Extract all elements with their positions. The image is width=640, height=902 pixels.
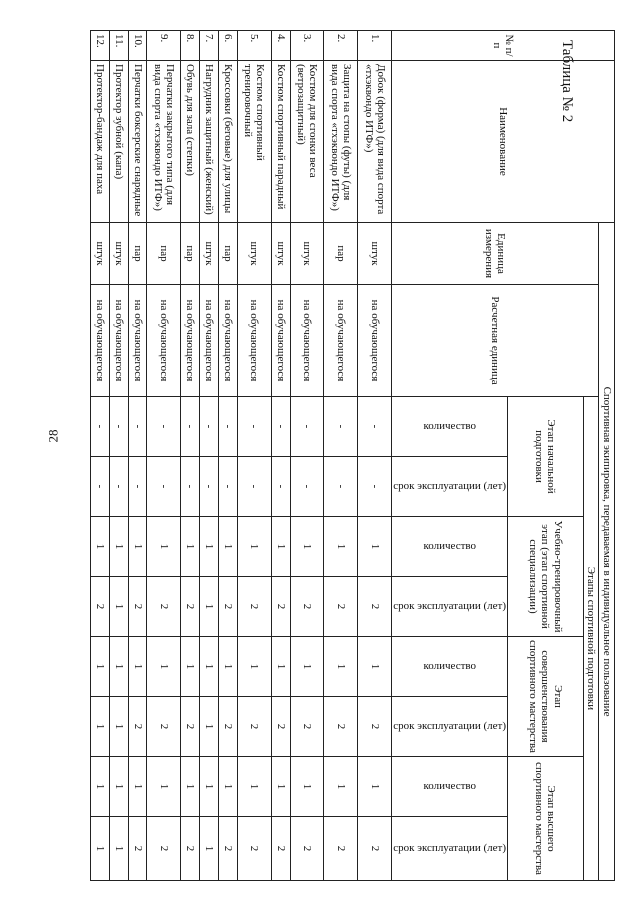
row-name: Костюм для сгонки веса (ветрозащитный) bbox=[290, 61, 324, 223]
row-value: 1 bbox=[200, 817, 219, 881]
row-number: 7. bbox=[200, 31, 219, 61]
row-unit: штук bbox=[109, 223, 128, 285]
row-value: - bbox=[181, 457, 200, 517]
table-row bbox=[237, 31, 271, 881]
row-value: 1 bbox=[219, 517, 238, 577]
row-value: - bbox=[290, 397, 324, 457]
row-value: 2 bbox=[128, 817, 147, 881]
row-value: 1 bbox=[290, 637, 324, 697]
row-unit: пар bbox=[181, 223, 200, 285]
row-calc-unit: на обучающегося bbox=[219, 285, 238, 397]
row-value: 1 bbox=[181, 517, 200, 577]
row-unit: пар bbox=[128, 223, 147, 285]
row-value: 2 bbox=[271, 817, 290, 881]
row-unit: штук bbox=[200, 223, 219, 285]
row-value: 1 bbox=[358, 757, 392, 817]
row-value: 1 bbox=[271, 517, 290, 577]
row-value: - bbox=[219, 457, 238, 517]
row-value: 1 bbox=[358, 637, 392, 697]
row-value: - bbox=[147, 397, 181, 457]
row-value: - bbox=[200, 457, 219, 517]
table-row bbox=[290, 31, 324, 881]
row-calc-unit: на обучающегося bbox=[290, 285, 324, 397]
table-row bbox=[219, 31, 238, 881]
row-value: 1 bbox=[91, 637, 110, 697]
row-value: 1 bbox=[271, 757, 290, 817]
row-value: - bbox=[128, 457, 147, 517]
row-value: 1 bbox=[181, 637, 200, 697]
row-value: - bbox=[219, 397, 238, 457]
row-number: 8. bbox=[181, 31, 200, 61]
header-group-title: Спортивная экипировка, передаваемая в индивидуальное пользование bbox=[599, 223, 615, 881]
row-value: 2 bbox=[219, 577, 238, 637]
row-name: Протектор зубной (капа) bbox=[109, 61, 128, 223]
row-value: 1 bbox=[147, 517, 181, 577]
header-calc-unit: Расчетная единица bbox=[392, 285, 599, 397]
header-term-stage-2 bbox=[392, 577, 508, 637]
row-number: 11. bbox=[109, 31, 128, 61]
header-stage-3: Этап совершенствования спортивного мастерства bbox=[507, 637, 583, 757]
row-value: 2 bbox=[290, 817, 324, 881]
row-value: 1 bbox=[324, 517, 358, 577]
table-row bbox=[147, 31, 181, 881]
row-value: 2 bbox=[219, 697, 238, 757]
row-unit: штук bbox=[271, 223, 290, 285]
row-value: 1 bbox=[91, 517, 110, 577]
row-value: 2 bbox=[324, 577, 358, 637]
header-term-stage-1 bbox=[392, 457, 508, 517]
row-value: 2 bbox=[271, 697, 290, 757]
equipment-table bbox=[90, 30, 615, 881]
row-value: - bbox=[200, 397, 219, 457]
row-value: 1 bbox=[200, 697, 219, 757]
row-number: 4. bbox=[271, 31, 290, 61]
table-row bbox=[271, 31, 290, 881]
row-name: Костюм спортивный тренировочный bbox=[237, 61, 271, 223]
row-calc-unit: на обучающегося bbox=[109, 285, 128, 397]
row-calc-unit: на обучающегося bbox=[128, 285, 147, 397]
row-name: Костюм спортивный парадный bbox=[271, 61, 290, 223]
row-number: 9. bbox=[147, 31, 181, 61]
row-value: 1 bbox=[271, 637, 290, 697]
row-value: 1 bbox=[358, 517, 392, 577]
row-value: 2 bbox=[237, 817, 271, 881]
header-qty-text: количество bbox=[423, 540, 476, 553]
row-calc-unit: на обучающегося bbox=[147, 285, 181, 397]
row-value: 1 bbox=[147, 637, 181, 697]
table-row bbox=[358, 31, 392, 881]
row-value: 1 bbox=[290, 757, 324, 817]
row-value: 1 bbox=[219, 757, 238, 817]
row-value: 1 bbox=[237, 637, 271, 697]
row-value: - bbox=[271, 397, 290, 457]
row-value: 1 bbox=[237, 757, 271, 817]
table-row bbox=[181, 31, 200, 881]
row-value: 2 bbox=[324, 697, 358, 757]
row-name: Перчатки закрытого типа (для вида спорта «тхэквондо ИТФ») bbox=[147, 61, 181, 223]
header-qty-text: количество bbox=[423, 420, 476, 433]
row-value: 1 bbox=[128, 637, 147, 697]
header-term-text: срок эксплуатации (лет) bbox=[393, 720, 506, 733]
row-number: 5. bbox=[237, 31, 271, 61]
header-no: № п/п bbox=[392, 31, 615, 61]
header-term-stage-3 bbox=[392, 697, 508, 757]
row-name: Протектор-бандаж для паха bbox=[91, 61, 110, 223]
header-stage-1: Этап начальной подготовки bbox=[507, 397, 583, 517]
row-value: - bbox=[324, 457, 358, 517]
row-value: 2 bbox=[290, 577, 324, 637]
row-value: 1 bbox=[237, 517, 271, 577]
row-calc-unit: на обучающегося bbox=[324, 285, 358, 397]
header-term-text: срок эксплуатации (лет) bbox=[393, 842, 506, 855]
row-value: 2 bbox=[290, 697, 324, 757]
row-calc-unit: на обучающегося bbox=[200, 285, 219, 397]
row-name: Нагрудник защитный (женский) bbox=[200, 61, 219, 223]
row-name: Добок (форма) (для вида спорта «тхэквондо ИТФ») bbox=[358, 61, 392, 223]
row-value: 2 bbox=[358, 697, 392, 757]
header-name: Наименование bbox=[392, 61, 615, 223]
header-term-stage-4 bbox=[392, 817, 508, 881]
row-number: 6. bbox=[219, 31, 238, 61]
page-number: 28 bbox=[45, 429, 61, 443]
row-number: 3. bbox=[290, 31, 324, 61]
row-value: 1 bbox=[324, 757, 358, 817]
row-value: 1 bbox=[109, 817, 128, 881]
row-unit: штук bbox=[290, 223, 324, 285]
row-value: 2 bbox=[181, 697, 200, 757]
row-value: 1 bbox=[324, 637, 358, 697]
row-value: 1 bbox=[109, 757, 128, 817]
row-number: 1. bbox=[358, 31, 392, 61]
header-term-text: срок эксплуатации (лет) bbox=[393, 600, 506, 613]
row-value: 1 bbox=[219, 637, 238, 697]
row-name: Кроссовки (беговые) для улицы bbox=[219, 61, 238, 223]
header-term-text: срок эксплуатации (лет) bbox=[393, 480, 506, 493]
row-value: 2 bbox=[128, 697, 147, 757]
row-calc-unit: на обучающегося bbox=[181, 285, 200, 397]
row-number: 12. bbox=[91, 31, 110, 61]
row-value: 2 bbox=[147, 817, 181, 881]
row-value: - bbox=[358, 397, 392, 457]
row-value: - bbox=[109, 397, 128, 457]
row-value: - bbox=[128, 397, 147, 457]
row-unit: штук bbox=[358, 223, 392, 285]
row-value: 1 bbox=[200, 637, 219, 697]
row-value: 2 bbox=[237, 577, 271, 637]
row-value: 2 bbox=[219, 817, 238, 881]
header-qty-text: количество bbox=[423, 780, 476, 793]
header-qty-text: количество bbox=[423, 660, 476, 673]
row-value: 1 bbox=[91, 697, 110, 757]
header-qty-stage-3 bbox=[392, 637, 508, 697]
table-label: Таблица № 2 bbox=[559, 40, 575, 123]
row-value: 1 bbox=[109, 637, 128, 697]
row-value: 1 bbox=[128, 757, 147, 817]
row-unit: пар bbox=[147, 223, 181, 285]
row-value: 1 bbox=[128, 517, 147, 577]
row-value: 2 bbox=[181, 577, 200, 637]
table-row bbox=[109, 31, 128, 881]
row-value: - bbox=[147, 457, 181, 517]
header-stage-4: Этап высшего спортивного мастерства bbox=[507, 757, 583, 881]
row-value: 2 bbox=[147, 577, 181, 637]
table-row bbox=[200, 31, 219, 881]
row-value: - bbox=[109, 457, 128, 517]
row-value: 1 bbox=[109, 577, 128, 637]
row-value: - bbox=[271, 457, 290, 517]
row-value: 2 bbox=[128, 577, 147, 637]
row-name: Перчатки боксерские снарядные bbox=[128, 61, 147, 223]
row-value: 2 bbox=[271, 577, 290, 637]
row-value: 1 bbox=[91, 757, 110, 817]
row-value: - bbox=[237, 457, 271, 517]
row-value: 1 bbox=[91, 817, 110, 881]
header-stages-title: Этапы спортивной подготовки bbox=[583, 397, 598, 881]
row-unit: штук bbox=[237, 223, 271, 285]
row-value: 2 bbox=[358, 577, 392, 637]
row-value: 1 bbox=[181, 757, 200, 817]
header-qty-stage-1 bbox=[392, 397, 508, 457]
header-qty-stage-2 bbox=[392, 517, 508, 577]
row-value: 2 bbox=[181, 817, 200, 881]
row-value: 2 bbox=[324, 817, 358, 881]
row-name: Защита на стопы (футы) (для вида спорта «тхэквондо ИТФ») bbox=[324, 61, 358, 223]
row-value: - bbox=[324, 397, 358, 457]
row-number: 2. bbox=[324, 31, 358, 61]
row-value: - bbox=[237, 397, 271, 457]
row-value: 1 bbox=[200, 757, 219, 817]
row-unit: пар bbox=[219, 223, 238, 285]
row-value: 1 bbox=[109, 697, 128, 757]
row-calc-unit: на обучающегося bbox=[271, 285, 290, 397]
row-calc-unit: на обучающегося bbox=[91, 285, 110, 397]
table-row bbox=[128, 31, 147, 881]
header-stage-2: Учебно-тренировочный этап (этап спортивной специализации) bbox=[507, 517, 583, 637]
row-value: - bbox=[181, 397, 200, 457]
row-value: - bbox=[358, 457, 392, 517]
row-value: 2 bbox=[147, 697, 181, 757]
row-value: 1 bbox=[147, 757, 181, 817]
row-value: - bbox=[290, 457, 324, 517]
row-value: 2 bbox=[358, 817, 392, 881]
header-qty-stage-4 bbox=[392, 757, 508, 817]
row-name: Обувь для зала (степки) bbox=[181, 61, 200, 223]
row-value: 1 bbox=[290, 517, 324, 577]
row-calc-unit: на обучающегося bbox=[358, 285, 392, 397]
row-value: - bbox=[91, 457, 110, 517]
row-value: - bbox=[91, 397, 110, 457]
row-value: 1 bbox=[200, 517, 219, 577]
equipment-table-rotated bbox=[90, 30, 615, 880]
row-value: 2 bbox=[237, 697, 271, 757]
row-unit: штук bbox=[91, 223, 110, 285]
row-value: 1 bbox=[200, 577, 219, 637]
row-unit: пар bbox=[324, 223, 358, 285]
table-row bbox=[91, 31, 110, 881]
row-number: 10. bbox=[128, 31, 147, 61]
row-value: 1 bbox=[109, 517, 128, 577]
header-unit: Единица измерения bbox=[392, 223, 599, 285]
row-value: 2 bbox=[91, 577, 110, 637]
row-calc-unit: на обучающегося bbox=[237, 285, 271, 397]
table-row bbox=[324, 31, 358, 881]
